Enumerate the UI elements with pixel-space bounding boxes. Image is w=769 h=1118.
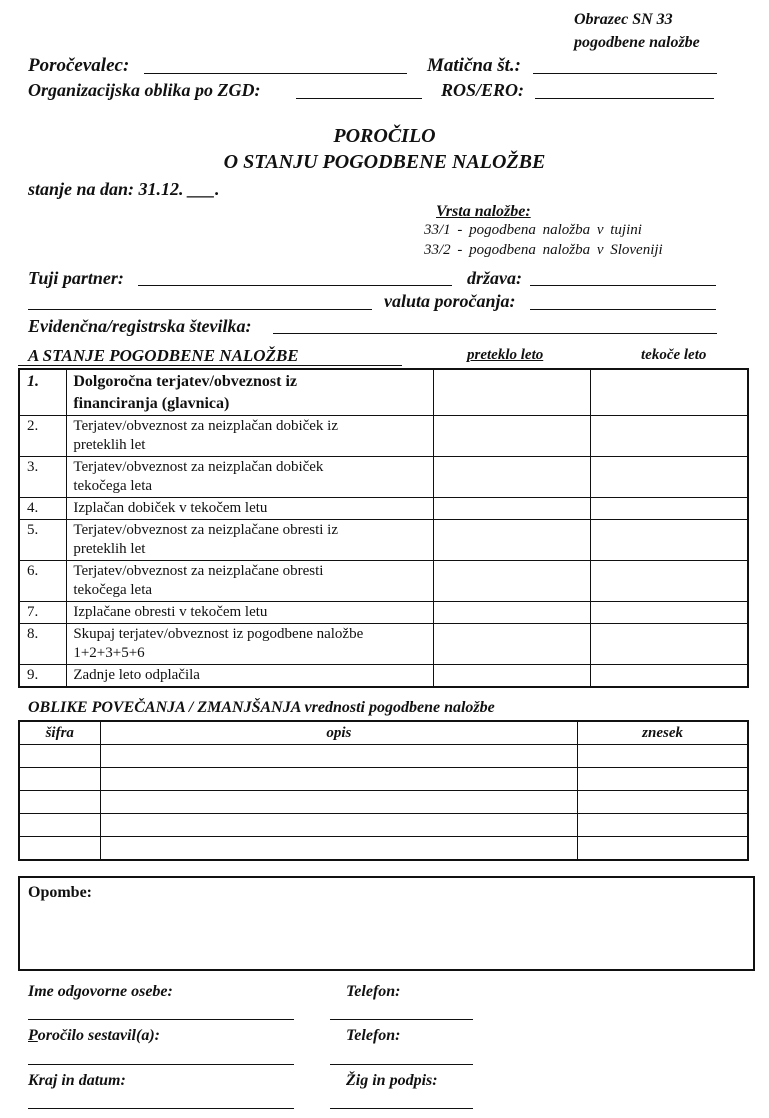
- porocevalec-label: Poročevalec:: [28, 55, 130, 76]
- row-number: 7.: [19, 602, 67, 624]
- znesek-cell[interactable]: [578, 814, 748, 837]
- znesek-cell[interactable]: [578, 837, 748, 861]
- value-curr-cell[interactable]: [590, 665, 748, 687]
- table-row: [19, 624, 748, 665]
- znesek-cell[interactable]: [578, 791, 748, 814]
- row-number: 9.: [19, 665, 67, 687]
- zig-label: Žig in podpis:: [346, 1072, 438, 1089]
- value-curr-cell[interactable]: [590, 561, 748, 602]
- ros-ero-label: ROS/ERO:: [441, 80, 525, 100]
- stanje-na-dan: stanje na dan: 31.12. ___.: [28, 179, 220, 199]
- org-oblika-field[interactable]: [296, 78, 422, 99]
- form-code-line1: Obrazec SN 33: [574, 11, 673, 28]
- row-description: Skupaj terjatev/obveznost iz pogodbene naložbe 1+2+3+5+6: [67, 624, 434, 665]
- sestavil-label: Poročilo sestavil(a):: [28, 1027, 160, 1044]
- table-row: [19, 369, 748, 416]
- table-header-row: [19, 721, 748, 745]
- section-a-underline: [18, 365, 402, 366]
- sifra-cell[interactable]: [19, 814, 100, 837]
- report-subtitle: O STANJU POGODBENE NALOŽBE: [223, 151, 546, 173]
- ros-ero-field[interactable]: [535, 78, 714, 99]
- row-number: 1.: [19, 369, 67, 416]
- col-sifra: šifra: [19, 721, 100, 745]
- zig-line[interactable]: [330, 1108, 473, 1109]
- row-number: 2.: [19, 416, 67, 457]
- row-description: Dolgoročna terjatev/obveznost iz financiranja (glavnica): [67, 369, 434, 416]
- value-prev-cell[interactable]: [434, 665, 591, 687]
- row-description: Terjatev/obveznost za neizplačan dobiček iz preteklih let: [67, 416, 434, 457]
- table-row: [19, 561, 748, 602]
- znesek-cell[interactable]: [578, 745, 748, 768]
- row-number: 3.: [19, 457, 67, 498]
- sifra-cell[interactable]: [19, 837, 100, 861]
- sifra-cell[interactable]: [19, 768, 100, 791]
- form-code: [574, 8, 700, 54]
- col-znesek: znesek: [578, 721, 748, 745]
- opis-cell[interactable]: [100, 745, 578, 768]
- vrsta-option-2[interactable]: 33/2 - pogodbena naložba v Sloveniji: [424, 242, 663, 258]
- telefon-1-line[interactable]: [330, 1019, 473, 1020]
- form-code-line2: pogodbene naložbe: [574, 34, 700, 51]
- valuta-field[interactable]: [530, 289, 716, 310]
- table-row: [19, 768, 748, 791]
- value-curr-cell[interactable]: [590, 602, 748, 624]
- table-row: [19, 498, 748, 520]
- sifra-cell[interactable]: [19, 791, 100, 814]
- znesek-cell[interactable]: [578, 768, 748, 791]
- section-a-heading: A STANJE POGODBENE NALOŽBE: [28, 346, 299, 365]
- row-number: 4.: [19, 498, 67, 520]
- value-curr-cell[interactable]: [590, 520, 748, 561]
- value-curr-cell[interactable]: [590, 624, 748, 665]
- value-prev-cell[interactable]: [434, 457, 591, 498]
- vrsta-heading: Vrsta naložbe:: [436, 203, 531, 220]
- partner-second-line[interactable]: [28, 289, 372, 310]
- opis-cell[interactable]: [100, 814, 578, 837]
- value-curr-cell[interactable]: [590, 416, 748, 457]
- telefon-1-label: Telefon:: [346, 983, 401, 1000]
- opombe-label: Opombe:: [28, 884, 92, 901]
- row-number: 6.: [19, 561, 67, 602]
- sifra-cell[interactable]: [19, 745, 100, 768]
- value-prev-cell[interactable]: [434, 624, 591, 665]
- opis-cell[interactable]: [100, 768, 578, 791]
- opis-cell[interactable]: [100, 791, 578, 814]
- opombe-box[interactable]: [18, 876, 755, 971]
- drzava-label: država:: [467, 268, 522, 288]
- table-row: [19, 416, 748, 457]
- value-curr-cell[interactable]: [590, 369, 748, 416]
- table-row: [19, 665, 748, 687]
- value-prev-cell[interactable]: [434, 416, 591, 457]
- row-description: Izplačan dobiček v tekočem letu: [67, 498, 434, 520]
- table-row: [19, 520, 748, 561]
- ime-line[interactable]: [28, 1019, 294, 1020]
- col-preteklo-leto: preteklo leto: [467, 347, 544, 363]
- porocevalec-field[interactable]: [144, 53, 407, 74]
- value-prev-cell[interactable]: [434, 520, 591, 561]
- opis-cell[interactable]: [100, 837, 578, 861]
- valuta-label: valuta poročanja:: [384, 291, 516, 311]
- value-curr-cell[interactable]: [590, 498, 748, 520]
- col-opis: opis: [100, 721, 578, 745]
- row-description: Terjatev/obveznost za neizplačan dobiček tekočega leta: [67, 457, 434, 498]
- evidencna-label: Evidenčna/registrska številka:: [28, 316, 252, 336]
- table-row: [19, 814, 748, 837]
- evidencna-field[interactable]: [273, 313, 717, 334]
- telefon-2-label: Telefon:: [346, 1027, 401, 1044]
- sestavil-label-rest: oročilo sestavil(a):: [37, 1027, 160, 1044]
- table-row: [19, 745, 748, 768]
- oblike-table: [18, 720, 749, 861]
- report-title: POROČILO: [333, 125, 436, 147]
- kraj-line[interactable]: [28, 1108, 294, 1109]
- row-number: 8.: [19, 624, 67, 665]
- sestavil-line[interactable]: [28, 1064, 294, 1065]
- value-prev-cell[interactable]: [434, 602, 591, 624]
- row-description: Terjatev/obveznost za neizplačane obresti tekočega leta: [67, 561, 434, 602]
- value-prev-cell[interactable]: [434, 498, 591, 520]
- kraj-label: Kraj in datum:: [28, 1072, 126, 1089]
- table-row: [19, 837, 748, 861]
- maticna-field[interactable]: [533, 53, 717, 74]
- maticna-label: Matična št.:: [427, 55, 521, 76]
- value-prev-cell[interactable]: [434, 369, 591, 416]
- vrsta-option-1[interactable]: 33/1 - pogodbena naložba v tujini: [424, 222, 642, 238]
- ime-label: Ime odgovorne osebe:: [28, 983, 173, 1000]
- table-row: [19, 791, 748, 814]
- col-tekoce-leto: tekoče leto: [641, 347, 707, 363]
- row-description: Terjatev/obveznost za neizplačane obresti iz preteklih let: [67, 520, 434, 561]
- row-description: Izplačane obresti v tekočem letu: [67, 602, 434, 624]
- value-prev-cell[interactable]: [434, 561, 591, 602]
- tuji-partner-field[interactable]: [138, 265, 452, 286]
- row-description: Zadnje leto odplačila: [67, 665, 434, 687]
- table-row: [19, 457, 748, 498]
- org-oblika-label: Organizacijska oblika po ZGD:: [28, 80, 261, 100]
- drzava-field[interactable]: [530, 265, 716, 286]
- stanje-table: [18, 368, 749, 688]
- table-row: [19, 602, 748, 624]
- value-curr-cell[interactable]: [590, 457, 748, 498]
- telefon-2-line[interactable]: [330, 1064, 473, 1065]
- section-b-heading: OBLIKE POVEČANJA / ZMANJŠANJA vrednosti pogodbene naložbe: [28, 699, 495, 716]
- tuji-partner-label: Tuji partner:: [28, 268, 124, 288]
- row-number: 5.: [19, 520, 67, 561]
